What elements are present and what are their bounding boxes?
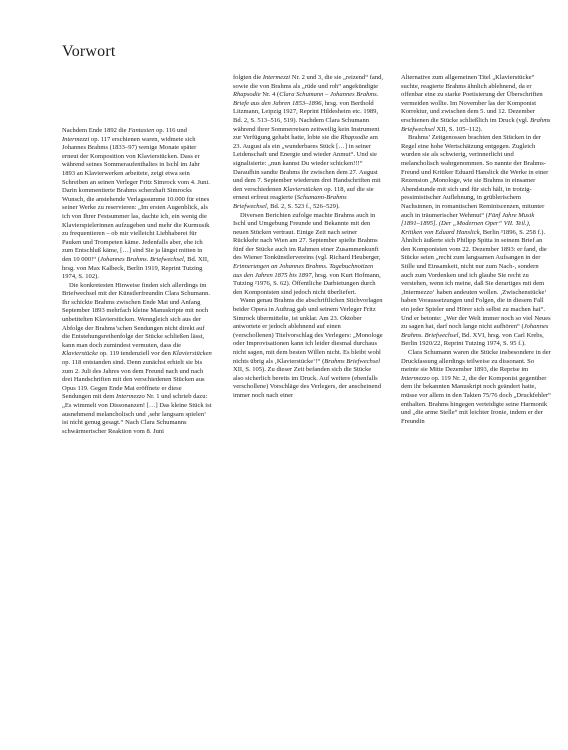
paragraph [401, 349, 551, 426]
italic-text: Fünf Jahre Musik [1891–1895]. (Der „Modernen Oper“ VII. Teil.), Kritiken von Eduard Hanslick [401, 211, 535, 236]
text-segment: , Bd. 2, S. 523 f., 526–529). [266, 202, 340, 210]
italic-text: Clara Schumann – Johannes Brahms. Briefe aus den Jahren 1853–1896 [233, 91, 379, 107]
text-segment: , Bd. XII, hrsg. von Max Kalbeck, Berlin 1919, Reprint Tutzing 1974, S. 102). [62, 255, 209, 281]
italic-text: Intermezzi [62, 135, 90, 143]
text-segment: Nr. 1 und schrieb dazu: „Es wimmelt von Dissonanzen! […] Das kleine Stück ist ausnehmend melancholisch und ‚sehr langsam spielen‘ ist nicht genug gesagt.“ Nach Clara Schumanns schwärmerischer Reaktion vom 8. Juni [62, 393, 212, 435]
text-segment: , Bd. XVI, hrsg. von Carl Krebs, Berlin 1920/22, Reprint Tutzing 1974, S. 95 f.). [401, 331, 544, 348]
text-segment: op. 117 erschienen waren, widmete sich Johannes Brahms (1833–97) wenige Monate später erneut der Komposition von Klavierstücken. Dass er während seines Sommeraufenthaltes in Ischl im Jahr 1893 an Klavierwerken arbeitete, zeigt etwa sein Schreiben an seinen Verleger Fritz Simrock vom 4. Juni. Darin kommentierte Brahms scherzhaft Simrocks Wunsch, die anstehende Verlagssumme 10.000 für eines seiner Werke zu reservieren: „Im ersten Augenblick, als ich von Ihrer Festsummer las, dachte ich, ein wenig die Klavierspielerinnen aufzugeben und mehr die Kurmusik zu frequentieren – ob mir vielleicht Liebhaberei für Pauken und Trompeten käme. Jedenfalls aber, ehe ich zum Entschluß käme, […] sind Sie ja längst mitten in den 10 000!“ ( [62, 135, 210, 263]
italic-text: Rhapsodie [233, 91, 261, 99]
text-segment: , hrsg. von Kurt Hofmann, Tutzing ²1976, S. 62). Öffentliche Darbietungen durch den Komponisten sind jedoch nicht überliefert. [233, 271, 381, 296]
italic-text: Erinnerungen an Johannes Brahms. Tagebuchnotizen aus den Jahren 1875 bis 1897 [233, 263, 374, 279]
text-segment: op. 119 tendenziell vor den [98, 350, 173, 358]
italic-text: Intermezzi [262, 74, 291, 81]
text-segment: XII, S. 105). Zu dieser Zeit befanden sich die Stücke also sicherlich bereits im Druck. Auf weitere (ebenfalls verschollene) Vorschläge des Verlegers, der anscheinend immer noch nach einer [233, 366, 381, 399]
italic-text: Intermezzo [401, 374, 430, 382]
paragraph [62, 282, 212, 437]
italic-text: Brahms Briefwechsel [401, 116, 551, 133]
text-segment: Wann genau Brahms die abschriftlichen Stichvorlagen beider Opera in Auftrag gab und seinem Verleger Fritz Simrock übermittelte, ist unklar. Am 23. Oktober antwortete er jedoch ablehnend auf einen (verschollenen) Titelvorschlag des Verlegers: „Monologe oder Improvisationen kann ich leider diesmal durchaus nicht sagen, mit dem besten Willen nicht. Es bleibt wohl nichts übrig als ‚Klavierstücke‘!“ ( [233, 297, 383, 365]
text-segment: op. 119 Nr. 2, die der Komponist gegenüber dem ihr bekannten Manuskript noch geändert hatte, müsse vor allem in den Takten 75/76 doch „Druckfehler“ enthalten. Brahms hingegen verteidigte seine Harmonik und „die arme Stelle“ mit leichter Ironie, indem er der Freundin [401, 374, 551, 425]
text-segment: am 23. August als ein „wunderbares Stück […] in seiner Leidenschaft und Energie und wieder Anmut“. Und sie signalisierte: „nun kannst Du wieder schicken!!!“ Daraufhin sandte Brahms ihr zwischen dem 27. August und dem 7. September wiederum drei Handschriften mit den verschiedenen [233, 134, 381, 193]
paragraph [233, 212, 383, 298]
text-segment: , Berlin ³1896, S. 258 f.). Ähnlich äußerte sich Philipp Spitta in seinem Brief an den Komponisten vom 22. Dezember 1893: er fand, die Stücke seien „recht zum langsamen Aufsangen in der Stille und Einsamkeit, nicht nur zum Nach-, sondern auch zum Vordenken und ich glaube Sie recht zu verstehen, wenn ich meine, daß Sie derartiges mit dem ‚Intermezzo‘ haben andeuten wollen. ‚Zwischenstücke‘ haben Voraussetzungen und Folgen, die in diesem Fall ein jeder Spieler und Hörer sich selbst zu machen hat“. Und er betonte: „Wer der Welt immer noch so viel Neues zu sagen hat, darf noch lange nicht aufhören“ ( [401, 228, 551, 331]
paragraph [233, 74, 383, 212]
text-segment: Die konkretesten Hinweise finden sich allerdings im Briefwechsel mit der Künstlerfreundin Clara Schumann. Ihr schickte Brahms zwischen Ende Mai und Anfang September 1893 mehrfach kleine Manuskripte mit noch unbetitelten Klavierstücken. Wenngleich sich aus der Abfolge der Brahms’schen Sendungen nicht direkt auf die Entstehungsreihenfolge der Stücke schließen lässt, kann man doch zumindest vermuten, dass die [62, 281, 210, 349]
text-segment: op. 118 entstanden sind. Denn zunächst erhielt sie bis zum 2. Juli des Jahres von dem Freund nach und nach drei Handschriften mit den verschiedenen Stücken aus Opus 119. Gegen Ende Mai eröffnete er diese Sendungen mit dem [62, 359, 205, 401]
paragraph [401, 134, 551, 349]
text-segment: folgten die [233, 74, 263, 81]
text-column-2 [233, 74, 383, 401]
italic-text: Fantasien [128, 127, 155, 134]
text-column-3 [401, 74, 551, 426]
italic-text: Klavierstücken [172, 350, 212, 358]
italic-text: Schumann-Brahms Briefwechsel [233, 194, 347, 210]
italic-text: Rhapsodie [340, 134, 369, 142]
text-segment: Nr. 2 und 3, die sie „reizend“ fand, sowie die von Brahms als „rüde und roh“ angekündigte [233, 74, 384, 90]
paragraph [401, 74, 551, 134]
text-segment: op. 116 und [154, 127, 187, 134]
text-column-1 [62, 127, 212, 436]
text-segment: op. 118, auf die sie erneut erfreut reagierte ( [233, 185, 374, 202]
paragraph [233, 297, 383, 400]
paragraph [62, 127, 212, 282]
italic-text: Johannes Brahms. Briefwechsel [100, 255, 184, 263]
text-segment: Clara Schumann waren die Stücke insbesondere in der Druckfassung allerdings teilweise zu dissonant. So meinte sie Mitte Dezember 1893, die Reprise im [401, 349, 551, 374]
text-segment: Alternative zum allgemeinen Titel „Klavierstücke“ suchte, reagierte Brahms ähnlich ablehnend, da er offenbar eine zu starke Poetisierung der Überschriften vermeiden wollte. Im November las der Komponist Korrektur, und zwischen dem 5. und 12. Dezember erschienen die Stücke schließlich im Druck (vgl. [401, 74, 543, 124]
text-segment: XII, S. 105–112). [434, 125, 483, 133]
italic-text: Intermezzo [116, 393, 145, 401]
italic-text: Brahms Briefwechsel [324, 357, 381, 365]
text-segment: Diversen Berichten zufolge machte Brahms auch in Ischl und Umgebung Freunde und Bekannte mit den neuen Stücken vertraut. Einige Zeit nach seiner Rückkehr nach Wien am 27. September spielte Brahms fünf der Stücke auch im Rahmen einer Zusammenkunft des Wiener Tonkünstlervereins (vgl. Richard Heuberger, [233, 211, 381, 262]
italic-text: Klavierstücken [283, 185, 323, 193]
italic-text: Johannes Brahms. Briefwechsel [401, 323, 549, 339]
text-segment: Nr. 4 ( [260, 91, 280, 99]
text-segment: , hrsg. von Berthold Litzmann, Leipzig 1927, Reprint Hildesheim etc. 1989, Bd. 2, S. 513–516, 519). Nachdem Clara Schumann während ihrer Sommerreisen zeitweilig kein Instrument zur Verfügung gehabt hatte, lobte sie die [233, 99, 380, 142]
italic-text: Klavierstücke [62, 350, 98, 358]
text-segment: Nachdem Ende 1892 die [62, 127, 129, 134]
text-segment: Brahms’ Zeitgenossen brachten den Stücken in der Regel eine hohe Wertschätzung entgegen. Zugleich wurden sie als schwierig, verinnerlicht und melancholisch wahrgenommen. So nannte der Brahms-Freund und Kritiker Eduard Hanslick die Werke in einer Rezension „Monologe, wie sie Brahms in einsamer Abendstunde mit sich und für sich hält, in trotzig-pessimistischer Auflehnung, in grüblerischem Nachsinnen, in romantischen Reminiscenzen, mitunter auch in träumerischer Wehmut“ ( [401, 134, 549, 219]
page-title: Vorwort [62, 43, 116, 60]
